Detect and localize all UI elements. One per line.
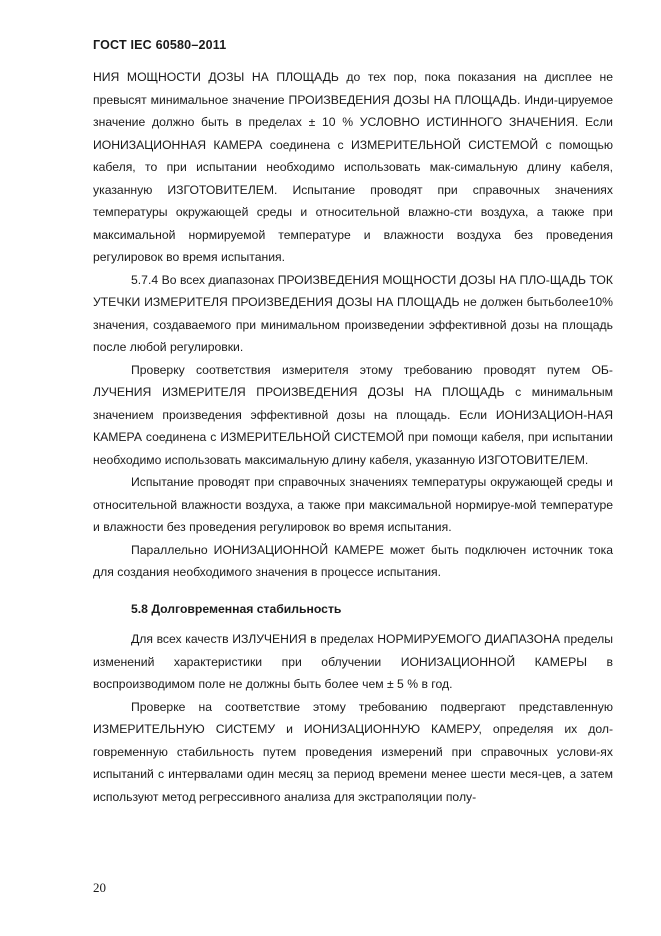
paragraph: Параллельно ИОНИЗАЦИОННОЙ КАМЕРЕ может быть подключен источник тока для создания необходимого значения в процессе испытания. — [93, 542, 613, 579]
paragraph: Проверке на соответствие этому требованию подвергают представленную ИЗМЕРИТЕЛЬНУЮ СИСТЕМУ и ИОНИЗАЦИОННУЮ КАМЕРУ, определяя их дол-говременную стабильность путем проведения измерений при справочных услови-ях испытаний с интервалами один месяц за период времени менее шести меся-цев, а затем используют метод регрессивного анализа для экстраполяции полу- — [93, 699, 613, 804]
paragraph: Для всех качеств ИЗЛУЧЕНИЯ в пределах НОРМИРУЕМОГО ДИАПАЗОНА пределы изменений характеристики при облучении ИОНИЗАЦИОННОЙ КАМЕРЫ в воспроизводимом поле не должны быть более чем ± 5 % в год. — [93, 632, 613, 691]
paragraph: НИЯ МОЩНОСТИ ДОЗЫ НА ПЛОЩАДЬ до тех пор, пока показания на дисплее не превысят минимальное значение ПРОИЗВЕДЕНИЯ ДОЗЫ НА ПЛОЩАДЬ. Инди-цируемое значение должно быть в пределах ± 10 % УСЛОВНО ИСТИННОГО ЗНАЧЕНИЯ. Если ИОНИЗАЦИОННАЯ КАМЕРА соединена с ИЗМЕРИТЕЛЬНОЙ СИСТЕМОЙ с помощью кабеля, то при испытании необходимо использовать мак-симальную длину кабеля, указанную ИЗГОТОВИТЕЛЕМ. Испытание проводят при справочных значениях температуры окружающей среды и относительной влажно-сти воздуха, а также при максимальной нормируемой температуре и влажности воздуха без проведения регулировок во время испытания. — [93, 70, 613, 264]
section-heading: 5.8 Долговременная стабильность — [131, 601, 342, 616]
document-body — [93, 66, 613, 808]
document-header: ГОСТ IEC 60580–2011 — [93, 38, 227, 52]
paragraph: Проверку соответствия измерителя этому требованию проводят путем ОБ-ЛУЧЕНИЯ ИЗМЕРИТЕЛЯ ПРОИЗВЕДЕНИЯ ДОЗЫ НА ПЛОЩАДЬ с минимальным значением произведения эффективной дозы на площадь. Если ИОНИЗАЦИОН-НАЯ КАМЕРА соединена с ИЗМЕРИТЕЛЬНОЙ СИСТЕМОЙ при помощи кабеля, при испытании необходимо использовать максимальную длину кабеля, указанную ИЗГОТОВИТЕЛЕМ. — [93, 362, 613, 467]
paragraph: 5.7.4 Во всех диапазонах ПРОИЗВЕДЕНИЯ МОЩНОСТИ ДОЗЫ НА ПЛО-ЩАДЬ ТОК УТЕЧКИ ИЗМЕРИТЕЛЯ ПРОИЗВЕДЕНИЯ ДОЗЫ НА ПЛОЩАДЬ не должен бытьболее10% значения, создаваемого при минимальном произведении эффективной дозы на площадь после любой регулировки. — [93, 272, 613, 354]
page-number: 20 — [93, 880, 106, 895]
paragraph: Испытание проводят при справочных значениях температуры окружающей среды и относительной влажности воздуха, а также при максимальной нормируе-мой температуре и влажности без проведения регулировок во время испытания. — [93, 475, 613, 534]
